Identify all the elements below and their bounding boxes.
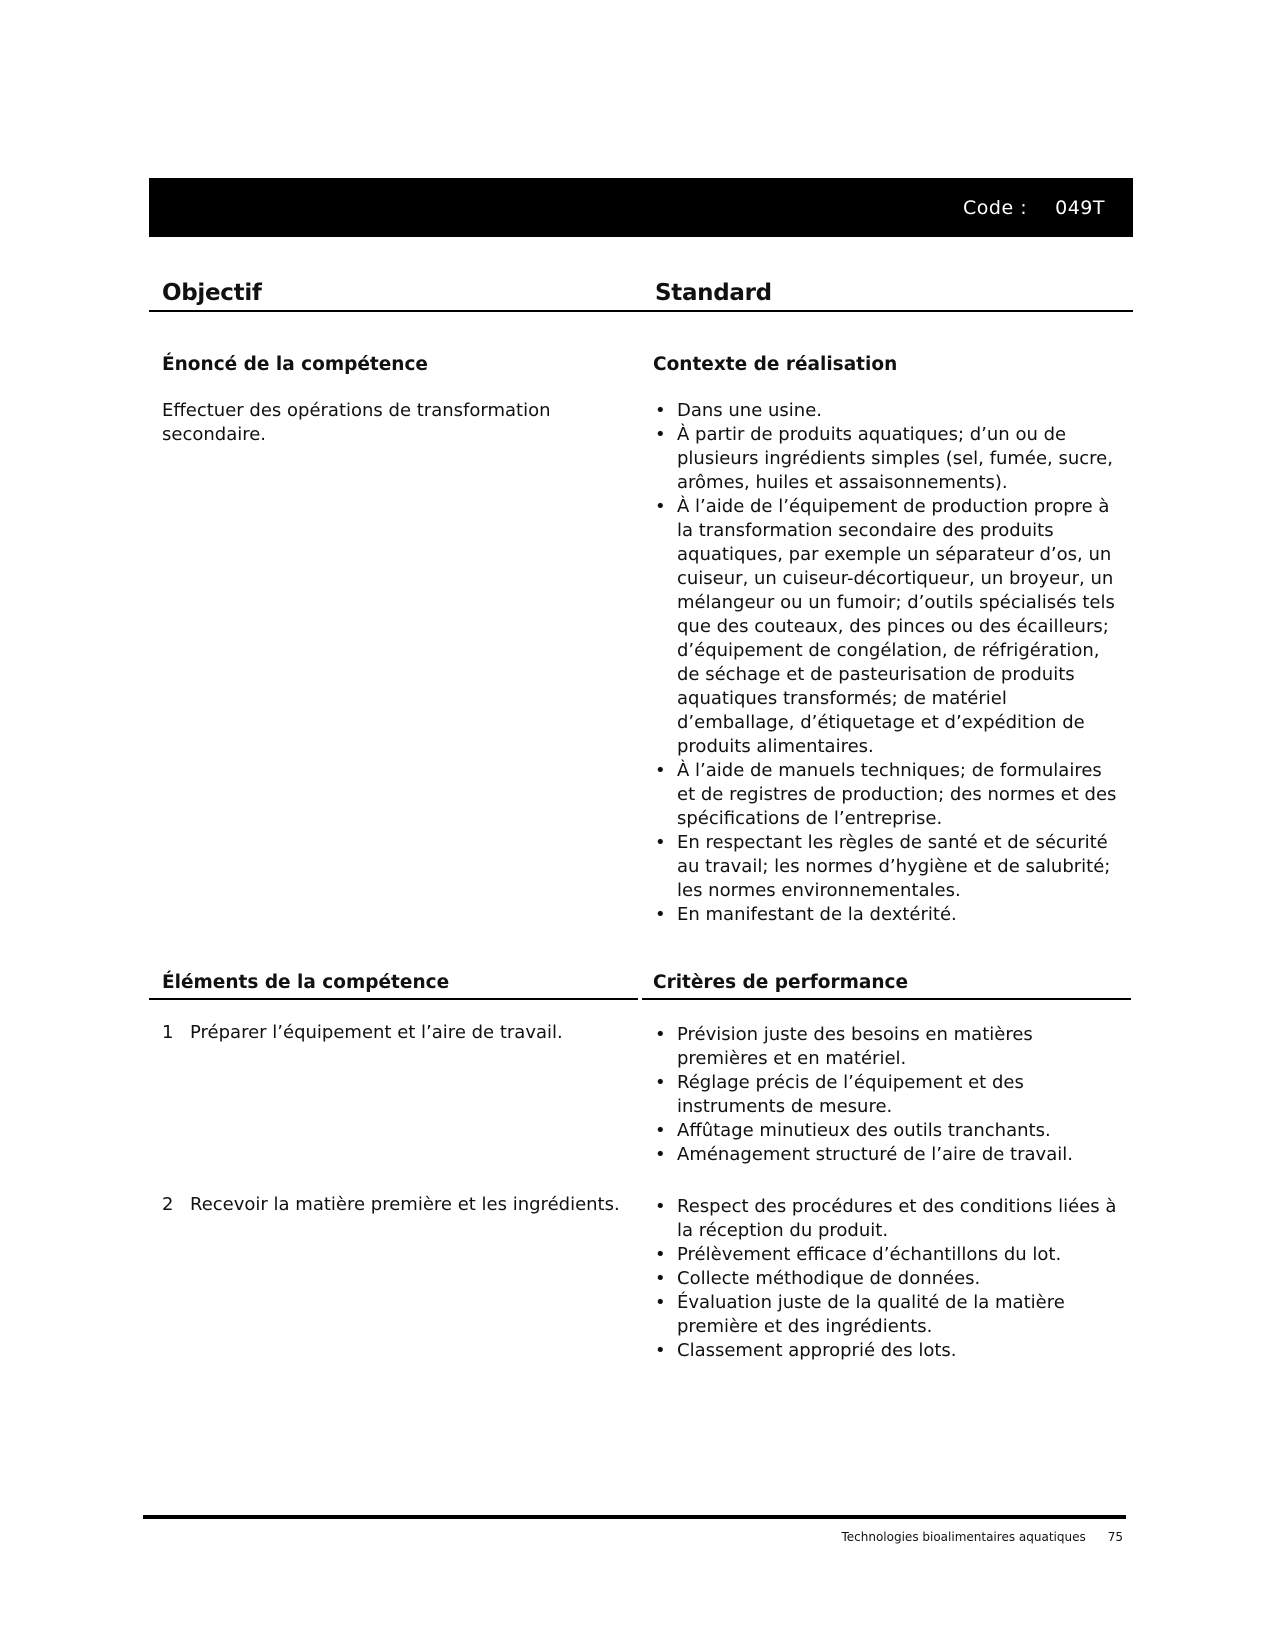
list-item: • Prélèvement efficace d’échantillons du lot.: [655, 1243, 1125, 1267]
list-item: • Collecte méthodique de données.: [655, 1267, 1125, 1291]
criteres-heading: Critères de performance: [653, 972, 909, 993]
element-number: 1: [162, 1022, 174, 1043]
elements-heading: Éléments de la compétence: [162, 972, 450, 993]
list-item: • Respect des procédures et des conditions liées à la réception du produit.: [655, 1195, 1125, 1243]
enonce-heading: Énoncé de la compétence: [162, 354, 428, 375]
element-text: Recevoir la matière première et les ingrédients.: [190, 1194, 620, 1215]
list-item: • Affûtage minutieux des outils tranchants.: [655, 1119, 1125, 1143]
list-item: • À l’aide de manuels techniques; de formulaires et de registres de production; des normes et des spécifications de l’entreprise.: [655, 759, 1125, 831]
element-number: 2: [162, 1194, 174, 1215]
enonce-text: Effectuer des opérations de transformation secondaire.: [162, 400, 551, 445]
criteria-list-2: [655, 1195, 1125, 1363]
list-item: • À l’aide de l’équipement de production propre à la transformation secondaire des produits aquatiques, par exemple un séparateur d’os, un cuiseur, un cuiseur-décortiqueur, un broyeur, un mélangeur ou un fumoir; d’outils spécialisés tels que des couteaux, des pinces ou des écailleurs; d’équipement de congélation, de réfrigération, de séchage et de pasteurisation de produits aquatiques transformés; de matériel d’emballage, d’étiquetage et d’expédition de produits alimentaires.: [655, 495, 1125, 759]
list-item: • Évaluation juste de la qualité de la matière première et des ingrédients.: [655, 1291, 1125, 1339]
criteres-rule: [642, 998, 1131, 1000]
list-item: • En respectant les règles de santé et de sécurité au travail; les normes d’hygiène et de salubrité; les normes environnementales.: [655, 831, 1125, 903]
code-banner: [149, 178, 1133, 237]
elements-rule: [149, 998, 638, 1000]
list-item: • Classement approprié des lots.: [655, 1339, 1125, 1363]
footer-rule: [143, 1515, 1126, 1519]
page-number: 75: [1107, 1530, 1123, 1544]
objectif-heading: Objectif: [162, 280, 262, 306]
list-item: • À partir de produits aquatiques; d’un ou de plusieurs ingrédients simples (sel, fumée, sucre, arômes, huiles et assaisonnements).: [655, 423, 1125, 495]
heading-rule: [149, 310, 1133, 312]
footer: [841, 1530, 1123, 1544]
standard-heading: Standard: [655, 280, 772, 306]
contexte-heading: Contexte de réalisation: [653, 354, 898, 375]
list-item: • Réglage précis de l’équipement et des instruments de mesure.: [655, 1071, 1125, 1119]
list-item: • Aménagement structuré de l’aire de travail.: [655, 1143, 1125, 1167]
code-label-text: Code :: [963, 197, 1028, 219]
element-row-1: [162, 1021, 632, 1045]
list-item: • Prévision juste des besoins en matières premières et en matériel.: [655, 1023, 1125, 1071]
list-item: • En manifestant de la dextérité.: [655, 903, 1125, 927]
footer-title: Technologies bioalimentaires aquatiques: [841, 1530, 1086, 1544]
element-row-2: [162, 1193, 642, 1217]
code-label: [963, 197, 1105, 219]
element-text: Préparer l’équipement et l’aire de travail.: [190, 1022, 563, 1043]
code-value: 049T: [1055, 197, 1105, 219]
criteria-list-1: [655, 1023, 1125, 1167]
contexte-list: [655, 399, 1125, 927]
list-item: • Dans une usine.: [655, 399, 1125, 423]
